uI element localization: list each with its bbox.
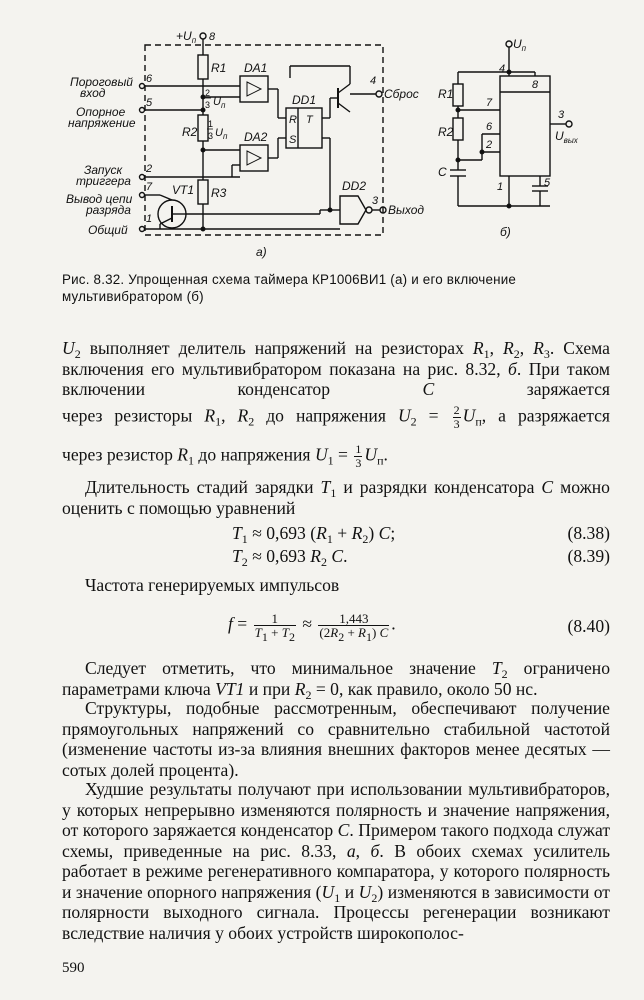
timer-ic — [500, 76, 550, 176]
div-top-u: $U_п$ — [213, 96, 226, 110]
paragraph-structures: Структуры, подобные рассмотренным, обеспечивают получение прямоугольных напряжений со сравнительно стабильной частотой (изменение частоты из-за влияния внешних факторов менее десятых — сотых долей процента). — [62, 698, 610, 780]
label-dd2: DD2 — [342, 179, 367, 193]
paragraph-frequency: Частота генерируемых импульсов — [85, 575, 340, 595]
pin-3-a: 3 — [372, 195, 379, 207]
discharge-voltage-line: через резистор $R_1$ до напряжения $U_1$ = $\frac{1}{3}$ $U_п$. — [62, 442, 388, 470]
timer-schematic — [66, 29, 424, 259]
pin-8-b: 8 — [532, 79, 539, 91]
resistor-r1 — [198, 55, 208, 79]
circuit-figure — [0, 0, 644, 262]
pin-6-a: 6 — [146, 73, 153, 85]
panel-b-label: б) — [500, 225, 511, 239]
label-c-b: C — [438, 165, 447, 179]
supply-terminal — [200, 33, 206, 39]
pin-5-a: 5 — [146, 97, 153, 109]
label-r3: R3 — [211, 186, 227, 200]
pin-7-a: 7 — [146, 181, 153, 193]
ff-r-label: R — [289, 114, 297, 126]
div-bot-num: 1 — [208, 119, 214, 129]
resistor-r1-b — [453, 84, 463, 106]
label-discharge: Вывод цепи разряда — [66, 192, 133, 217]
comparator-da1 — [240, 76, 268, 102]
equation-8-38: $T_1 \approx 0,693$ $(R_1 + R_2)$ C; — [232, 523, 396, 546]
label-r2-b: R2 — [438, 125, 454, 139]
label-output: Выход — [388, 203, 425, 217]
div-top-den: 3 — [205, 100, 211, 110]
ff-s-label: S — [289, 134, 297, 146]
label-reference-voltage: Опорное напряжение — [68, 105, 136, 130]
paragraph-minimum-t2: Следует отметить, что минимальное значение $T_2$ ограничено параметрами ключа VT1 и при $R_2 = 0$, как правило, около 50 нс. — [62, 658, 610, 702]
pin-2-a: 2 — [146, 163, 153, 175]
pin-1-a: 1 — [146, 213, 153, 225]
paragraph-divider: $U_2$ выполняет делитель напряжений на резисторах $R_1$, $R_2$, $R_3$. Схема включения его мультивибратором показана на рис. 8.32, б. При таком включении конденсатор C заряжается — [62, 338, 610, 399]
div-top-num: 2 — [205, 88, 211, 98]
equation-number-8-40: (8.40) — [567, 616, 610, 636]
resistor-r2-b — [453, 118, 463, 140]
label-common: Общий — [88, 223, 128, 237]
pin-2-b: 2 — [486, 139, 493, 151]
div-bot-den: 3 — [208, 131, 214, 141]
label-r1-b: R1 — [438, 87, 454, 101]
label-trigger-start: Запуск триггера — [76, 163, 131, 188]
label-dd1: DD1 — [292, 93, 317, 107]
pin-1-b: 1 — [497, 181, 504, 193]
multivibrator-schematic — [438, 37, 579, 239]
label-vt1: VT1 — [172, 183, 195, 197]
pin-4-a: 4 — [370, 75, 377, 87]
label-da1: DA1 — [244, 61, 268, 75]
pin-4-b: 4 — [499, 63, 506, 75]
equation-8-39: $T_2 \approx 0,693$ $R_2$ C. — [232, 546, 348, 569]
pin-5-b: 5 — [544, 177, 551, 189]
label-threshold-input: Пороговый вход — [70, 75, 133, 100]
supply-label: $+U_п$ — [176, 29, 197, 45]
page-number: 590 — [62, 960, 85, 976]
label-da2: DA2 — [244, 130, 268, 144]
paragraph-worse-results: Худшие результаты получают при использовании мультивибраторов, у которых непрерывно изменяются полярность и значение напряжения, от которого заряжается конденсатор C. Примером такого подхода служат схемы, приведенные на рис. 8.33, а, б. В обоих схемах усилитель работает в режиме регенеративного компаратора, у которого полярность и значение опорного напряжения ($U_1$ и $U_2$) изменяются в зависимости от полярности выходного сигнала. Процессы регенерации возникают вследствие наличия у обоих устройств широкополос- — [62, 779, 611, 943]
figure-caption: Рис. 8.32. Упрощенная схема таймера КР1006ВИ1 (а) и его включение мультивибратором (б) — [62, 272, 517, 304]
ff-t-label: T — [306, 114, 313, 126]
paragraph-duration: Длительность стадий зарядки $T_1$ и разрядки конденсатора C можно оценить с помощью уравнений — [62, 477, 610, 518]
charge-voltage-line: через резисторы $R_1$, $R_2$ до напряжения $U_2$ = $\frac{2}{3}$ $U_п$, а разряжается — [62, 403, 610, 431]
label-r2: R2 — [182, 125, 198, 139]
panel-a-label: a) — [256, 245, 267, 259]
pin-7-b: 7 — [486, 97, 493, 109]
equation-number-8-39: (8.39) — [567, 546, 610, 566]
label-reset: Сброс — [384, 87, 419, 101]
equation-number-8-38: (8.38) — [567, 523, 610, 543]
comparator-da2 — [240, 145, 268, 171]
pin-8-a: 8 — [209, 31, 216, 43]
gate-dd2 — [340, 196, 366, 224]
resistor-r3 — [198, 180, 208, 204]
label-uout-b: $U_{вых}$ — [555, 129, 578, 145]
label-r1: R1 — [211, 61, 227, 75]
pin-6-b: 6 — [486, 121, 493, 133]
supply-label-b: $U_п$ — [513, 37, 527, 53]
resistor-r2 — [198, 115, 208, 141]
div-bot-u: $U_п$ — [215, 127, 228, 141]
pin-3-b: 3 — [558, 109, 565, 121]
equation-8-40: f = $\frac{1}{T_1 + T_2}$ ≈ $\frac{1,443}{(2R_2 + R_1) C}$ . — [228, 611, 396, 644]
